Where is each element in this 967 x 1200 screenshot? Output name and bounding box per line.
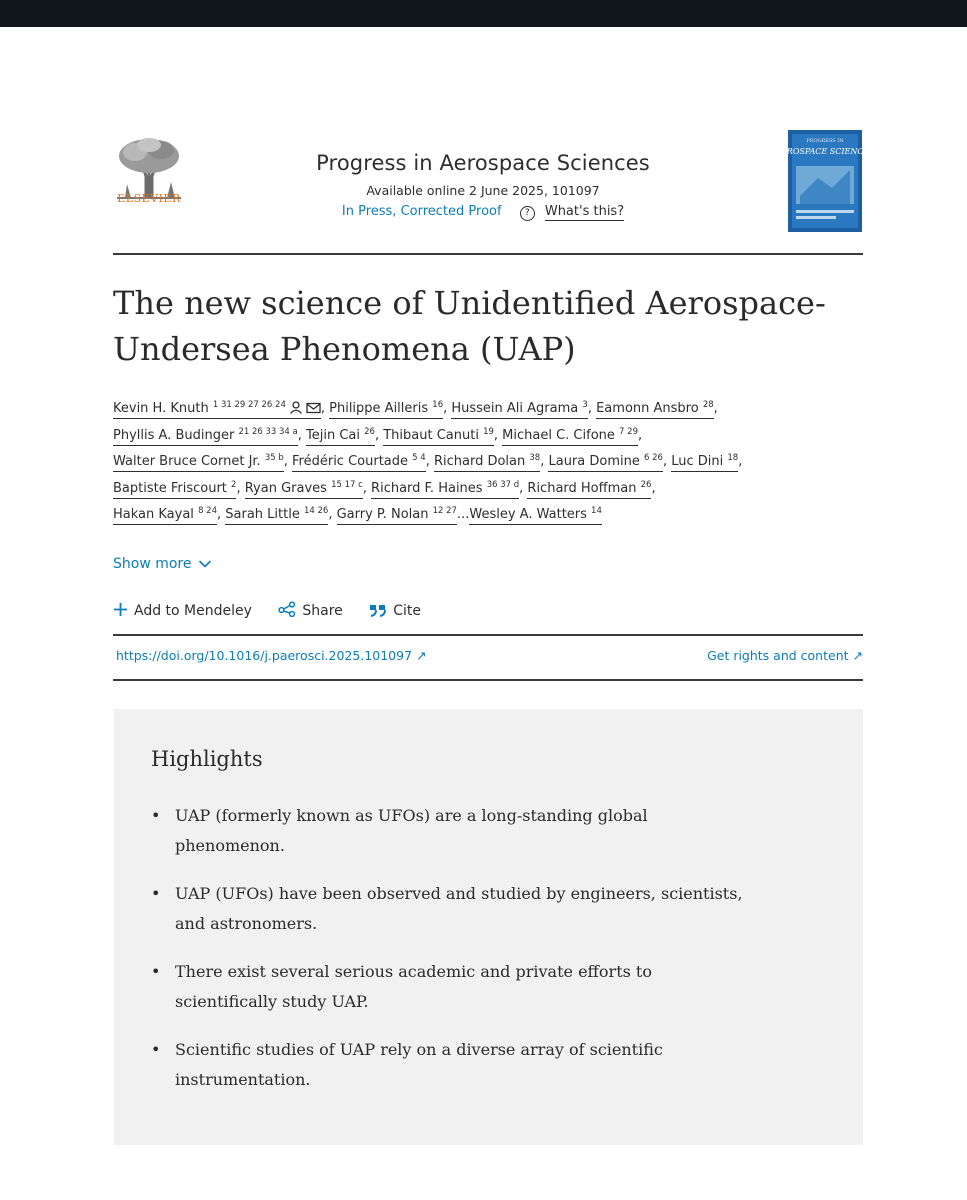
- author-link[interactable]: Luc Dini $^{18}$: [671, 454, 738, 472]
- article-actions: [113, 601, 443, 623]
- person-icon[interactable]: [289, 401, 303, 414]
- quote-icon: [369, 603, 387, 617]
- author-link[interactable]: Thibaut Canuti $^{19}$: [383, 428, 494, 446]
- author-link[interactable]: Hussein Ali Agrama $^3$: [451, 401, 587, 419]
- author-link[interactable]: Eamonn Ansbro $^{28}$: [596, 401, 714, 419]
- chevron-down-icon: [198, 559, 212, 569]
- author-link[interactable]: Wesley A. Watters $^{14}$: [469, 507, 602, 525]
- highlights-list: [151, 801, 791, 1113]
- bullet: •: [151, 962, 161, 981]
- bullet: •: [151, 1040, 161, 1059]
- author-link[interactable]: Kevin H. Knuth $^{1 31 29 27 26 24}$: [113, 401, 321, 419]
- article-title-line2: Undersea Phenomena (UAP): [113, 330, 576, 368]
- journal-header: [113, 126, 875, 238]
- add-to-mendeley-button[interactable]: [113, 602, 252, 619]
- author-link[interactable]: Frédéric Courtade $^{5 4}$: [292, 454, 426, 472]
- author-link[interactable]: Laura Domine $^{6 26}$: [548, 454, 662, 472]
- article-status: [303, 204, 663, 221]
- author-link[interactable]: Walter Bruce Cornet Jr. $^{35 b}$: [113, 454, 284, 472]
- author-link[interactable]: Garry P. Nolan $^{12 27}$: [337, 507, 457, 525]
- show-more-button[interactable]: [113, 556, 212, 572]
- author-link[interactable]: Hakan Kayal $^{8 24}$: [113, 507, 217, 525]
- bullet: •: [151, 884, 161, 903]
- whats-this-link[interactable]: What's this?: [544, 204, 625, 219]
- author-link[interactable]: Richard Hoffman $^{26}$: [527, 481, 651, 499]
- journal-title[interactable]: Progress in Aerospace Sciences: [316, 151, 650, 175]
- share-label: Share: [302, 603, 343, 619]
- elsevier-wordmark: ELSEVIER: [117, 192, 181, 205]
- highlights-heading: Highlights: [151, 747, 263, 771]
- author-link[interactable]: Tejin Cai $^{26}$: [306, 428, 375, 446]
- journal-cover-image[interactable]: [775, 130, 875, 232]
- external-link-icon: ↗: [852, 648, 863, 663]
- rights-text: Get rights and content: [707, 648, 849, 663]
- author-link[interactable]: Ryan Graves $^{15 17 c}$: [245, 481, 363, 499]
- author-list: Kevin H. Knuth $^{1 31 29 27 26 24}$ , Philippe Ailleris $^{16}$, Hussein Ali Agrama $^3$, Eamonn Ansbro $^{28}$, Phyllis A. Budinger $^{21 26 33 34 a}$, Tejin Cai $^{26}$, Thibaut Canuti $^{19}$, Michael C. Cifone $^{7 29}$, Walter Bruce Cornet Jr. $^{35 b}$, Frédéric Courtade $^{5 4}$, Richard Dolan $^{38}$, Laura Domine $^{6 26}$, Luc Dini $^{18}$, Baptiste Friscourt $^2$, Ryan Graves $^{15 17 c}$, Richard F. Haines $^{36 37 d}$, Richard Hoffman $^{26}$, Hakan Kayal $^{8 24}$, Sarah Little $^{14 26}$, Garry P. Nolan $^{12 27}$...Wesley A. Watters $^{14}$: [113, 396, 873, 529]
- external-link-icon: ↗: [416, 648, 427, 663]
- share-icon: [278, 601, 296, 617]
- rights-link[interactable]: [707, 648, 863, 663]
- top-bar: [0, 0, 967, 27]
- email-icon[interactable]: [306, 402, 321, 414]
- mendeley-label: Add to Mendeley: [134, 603, 252, 619]
- share-button[interactable]: [278, 601, 342, 619]
- links-divider: [113, 679, 863, 681]
- author-link[interactable]: Phyllis A. Budinger $^{21 26 33 34 a}$: [113, 428, 298, 446]
- cover-subtitle: PROGRESS IN: [806, 138, 844, 144]
- highlight-item: • There exist several serious academic and private efforts to scientifically study UAP.: [151, 957, 791, 1017]
- author-link[interactable]: Richard F. Haines $^{36 37 d}$: [371, 481, 519, 499]
- journal-info: [303, 151, 663, 221]
- question-icon[interactable]: ?: [520, 206, 535, 221]
- author-link[interactable]: Sarah Little $^{14 26}$: [225, 507, 328, 525]
- show-more-label: Show more: [113, 556, 192, 572]
- author-link[interactable]: Baptiste Friscourt $^2$: [113, 481, 236, 499]
- highlight-item: • UAP (UFOs) have been observed and studied by engineers, scientists, and astronomers.: [151, 879, 791, 939]
- cite-button[interactable]: [369, 603, 421, 619]
- header-divider: [113, 253, 863, 255]
- in-press-label: In Press, Corrected Proof: [341, 204, 502, 219]
- doi-link[interactable]: [116, 648, 427, 663]
- plus-icon: [113, 602, 128, 617]
- availability-date: Available online 2 June 2025, 101097: [366, 183, 600, 198]
- cover-title: AEROSPACE SCIENCES: [775, 147, 875, 156]
- author-link[interactable]: Richard Dolan $^{38}$: [434, 454, 540, 472]
- doi-text: https://doi.org/10.1016/j.paerosci.2025.101097: [116, 648, 413, 663]
- bullet: •: [151, 806, 161, 825]
- article-title: [113, 280, 873, 372]
- cite-label: Cite: [393, 603, 422, 619]
- highlight-item: • Scientific studies of UAP rely on a diverse array of scientific instrumentation.: [151, 1035, 791, 1095]
- actions-divider: [113, 634, 863, 636]
- highlights-section: [114, 709, 863, 1145]
- author-link[interactable]: Michael C. Cifone $^{7 29}$: [502, 428, 638, 446]
- article-title-line1: The new science of Unidentified Aerospace-: [113, 284, 826, 322]
- author-link[interactable]: Philippe Ailleris $^{16}$: [329, 401, 443, 419]
- highlight-item: • UAP (formerly known as UFOs) are a long-standing global phenomenon.: [151, 801, 791, 861]
